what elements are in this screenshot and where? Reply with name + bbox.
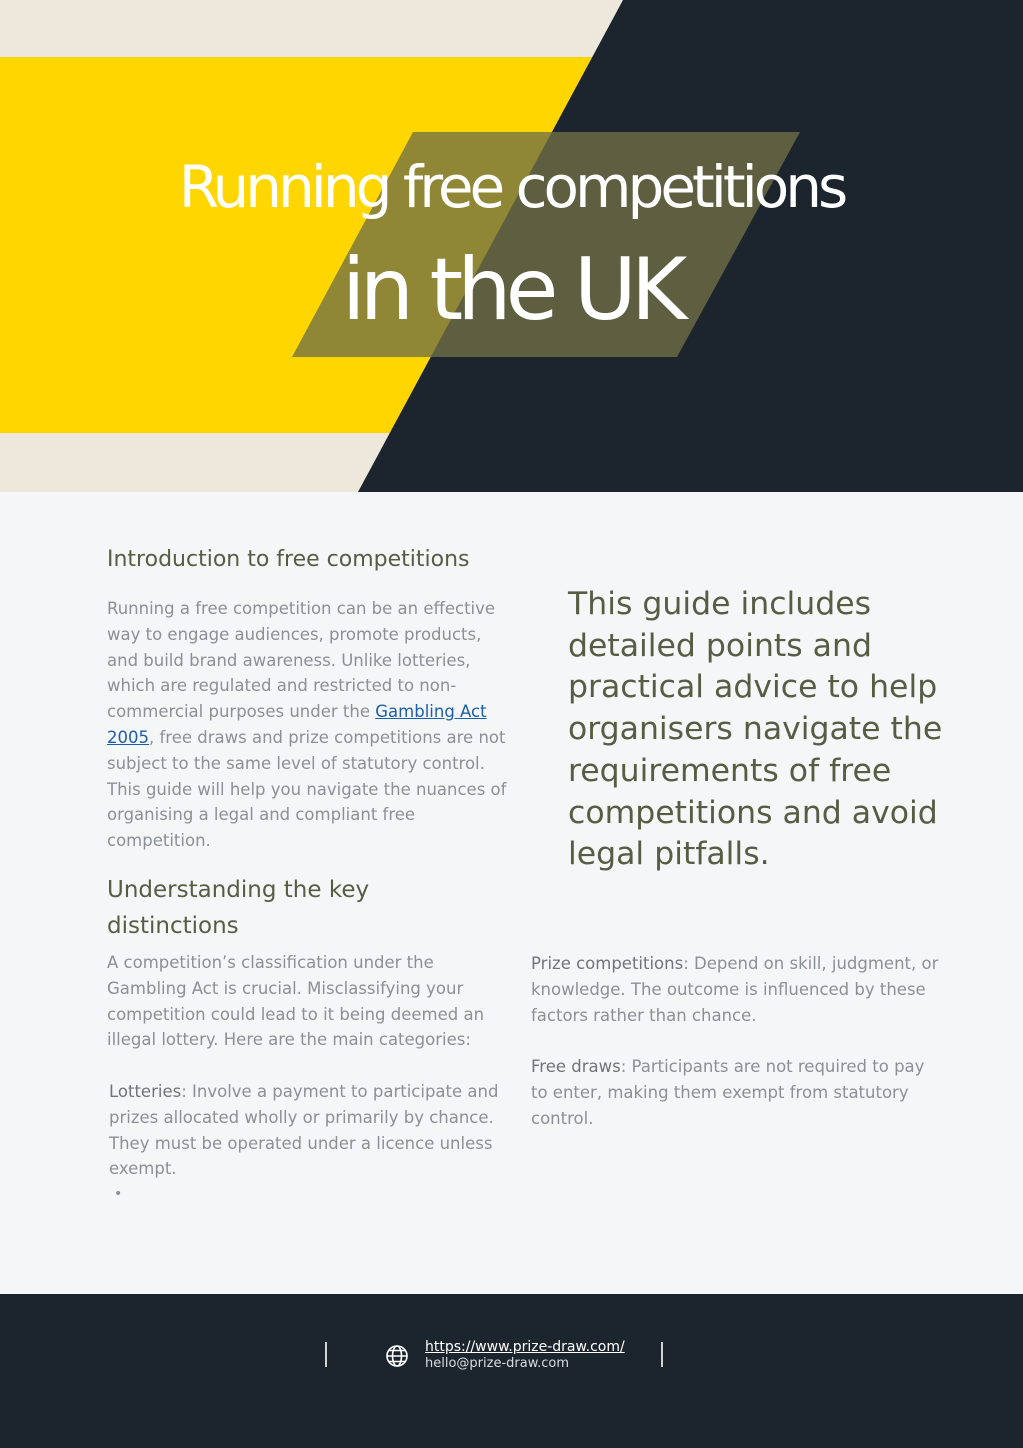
website-link[interactable]: https://www.prize-draw.com/ [425, 1339, 625, 1355]
page-title-line2: in the UK [341, 240, 682, 340]
category-description: : Participants are not required to pay to enter, making them exempt from statutory control. [531, 1057, 925, 1128]
category-term: Prize competitions [531, 954, 684, 973]
gambling-act-link[interactable]: Gambling Act 2005 [107, 702, 487, 747]
page-title-line1: Running free competitions [178, 153, 845, 221]
category-description: : Involve a payment to participate and prizes allocated wholly or primarily by chance. They must be operated under a licence unless exempt. [109, 1082, 499, 1179]
intro-text-before-link: Running a free competition can be an effective way to engage audiences, promote products, and build brand awareness. Unlike lotteries, which are regulated and restricted to non-commercial purposes under the [107, 599, 496, 722]
pull-quote: This guide includes detailed points and practical advice to help organisers navigate the requirements of free competitions and avoid legal pitfalls. [568, 586, 943, 873]
empty-bullet: • [114, 1186, 123, 1202]
category-prize-competitions [531, 951, 941, 1028]
globe-icon [385, 1344, 409, 1368]
hero-banner [0, 0, 1023, 492]
intro-paragraph [107, 596, 507, 854]
category-description: : Depend on skill, judgment, or knowledge. The outcome is influenced by these factors rather than chance. [531, 954, 939, 1025]
intro-text-after-link: , free draws and prize competitions are not subject to the same level of statutory control. This guide will help you navigate the nuances of organising a legal and compliant free competition. [107, 727, 507, 851]
intro-heading: Introduction to free competitions [107, 547, 470, 572]
category-lotteries [109, 1079, 509, 1182]
footer-divider-right [661, 1342, 663, 1367]
footer [0, 1294, 1023, 1448]
distinctions-heading: Understanding the key distinctions [107, 877, 370, 939]
footer-divider-left [325, 1342, 327, 1367]
distinctions-intro: A competition’s classification under the Gambling Act is crucial. Misclassifying your competition could lead to it being deemed an illegal lottery. Here are the main categories: [107, 953, 485, 1050]
category-term: Lotteries [109, 1082, 182, 1101]
contact-email[interactable]: hello@prize-draw.com [425, 1356, 570, 1371]
category-term: Free draws [531, 1057, 621, 1076]
category-free-draws [531, 1054, 941, 1131]
